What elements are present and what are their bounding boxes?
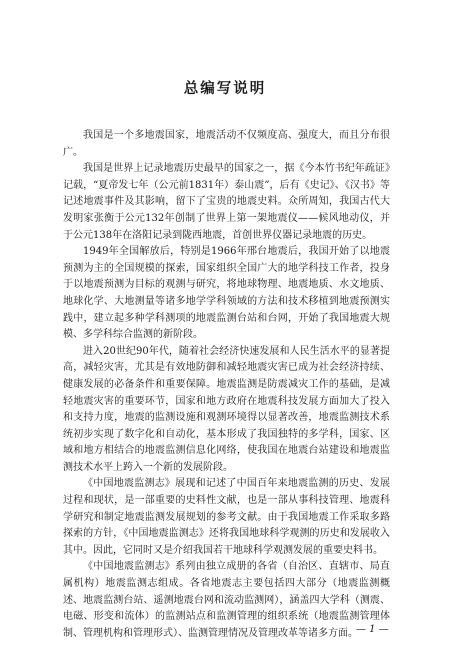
page-number: — 1 — — [356, 624, 389, 635]
document-body — [63, 128, 390, 642]
paragraph-1: 我国是一个多地震国家，地震活动不仅频度高、强度大，而且分布很广。 — [63, 130, 390, 158]
paragraph-3: 1949年全国解放后，特别是1966年邢台地震后，我国开始了以地震预测为主的全国规模的探索，国家组织全国广大的地学科技工作者，投身于以地震预测为目标的观测与研究，将地球物理、地震地质、水文地质、地球化学、大地测量等诸多地学学科领域的方法和技术移植到地震预测实践中，建立起多种学科测项的地震监测台站和台网，开始了我国地震大规模、多学科综合监测的新阶段。 — [63, 246, 390, 341]
paragraph-5: 《中国地震监测志》展现和记述了中国百年来地震监测的历史、发展过程和现状，是一部重要的史料性文献，也是一部从事科技管理、地震科学研究和制定地震监测发展规划的参考文献。由于我国地震工作采取多路探索的方针，《中国地震监测志》还将我国地球科学观测的历史和发展收入其中。因此，它同时又是介绍我国若干地球科学观测发展的重要史料书。 — [63, 478, 390, 556]
paragraph-6: 《中国地震监测志》系列由独立成册的各省（自治区、直辖市、局直属机构）地震监测志组成。各省地震志主要包括四大部分（地震监测概述、地震监测台站、遥测地震台网和流动监测网），涵盖四大学科（测震、电磁、形变和流体）的监测站点和监测管理的组织系统（地震监测管理体制、管理机构和管理形式）、监测管理情况及管理改革等诸多方面。 — [63, 561, 390, 639]
document-title: 总编写说明 — [183, 81, 267, 97]
paragraph-4: 进入20世纪90年代，随着社会经济快速发展和人民生活水平的显著提高，减轻灾害，尤其是有效地防御和减轻地震灾害已成为社会经济持续、健康发展的必备条件和重要保障。地震监测是防震减灾工作的基础，是减轻地震灾害的重要环节，国家和地方政府在地震科技发展方面加大了投入和支持力度，地震的监测设施和观测环境得以显著改善，地震监测技术系统初步实现了数字化和自动化，基本形成了我国独特的多学科，国家、区域和地方相结合的地震监测信息化网络，使我国在地震台站建设和地震监测技术水平上跨入一个新的发展阶段。 — [63, 345, 390, 473]
paragraph-2: 我国是世界上记录地震历史最早的国家之一，据《今本竹书纪年疏证》记载，“夏帝发七年（公元前1831年）泰山震”，后有《史记》、《汉书》等记述地震事件及其影响，留下了宝贵的地震史料。众所周知，我国古代大发明家张衡于公元132年创制了世界上第一架地震仪——候风地动仪，并于公元138年在洛阳记录到陇西地震，首创世界仪器记录地震的历史。 — [63, 163, 390, 241]
